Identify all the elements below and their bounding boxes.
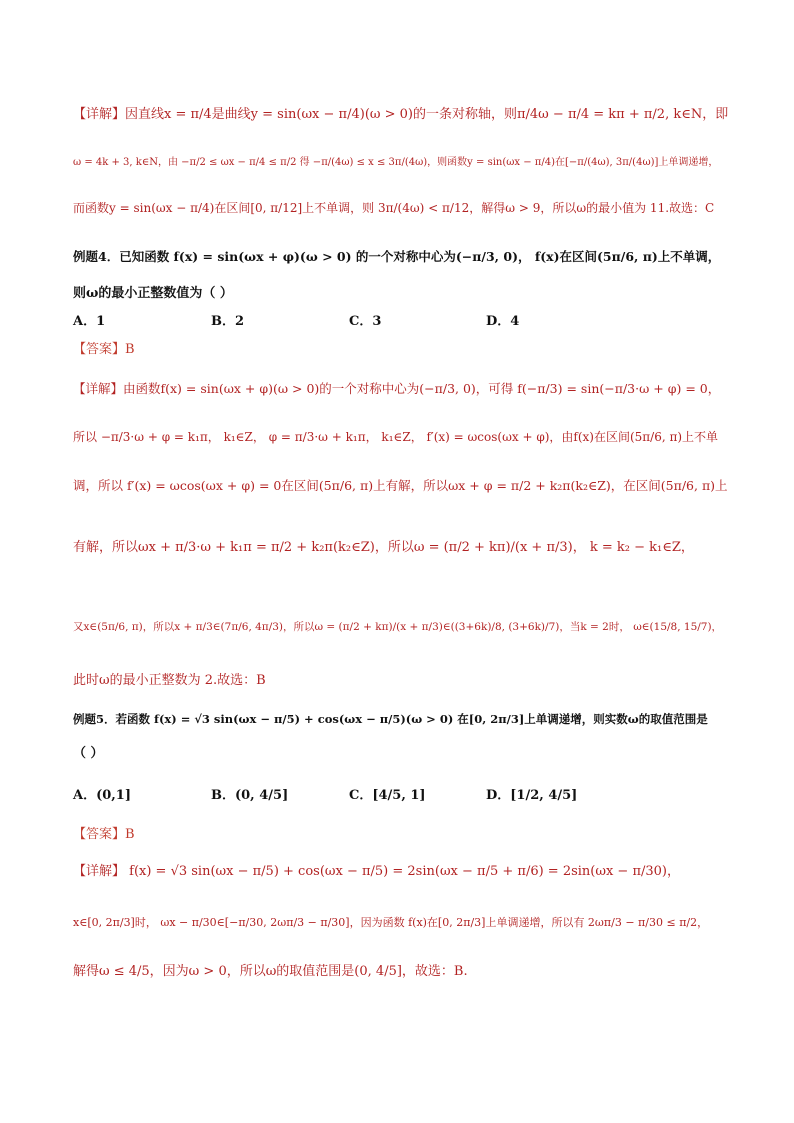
question5-options <box>73 786 734 806</box>
q4-option-b: B．2 <box>211 314 245 329</box>
question5-stem: 例题5．若函数 f(x) = √3 sin(ωx − π/5) + cos(ωx − π/5)(ω > 0) 在[0, 2π/3]上单调递增，则实数ω的取值范围是 <box>73 712 708 726</box>
q4-option-a: A．1 <box>73 314 106 329</box>
question5-stem-cont: （ ） <box>73 746 104 761</box>
question4-stem: 例题4．已知函数 f(x) = sin(ωx + φ)(ω > 0) 的一个对称中心为(−π/3, 0)， f(x)在区间(5π/6, π)上不单调， <box>73 249 721 264</box>
solution5-line3: 解得ω ≤ 4/5，因为ω > 0，所以ω的取值范围是(0, 4/5]，故选：B. <box>73 964 468 979</box>
solution4-line3: 调，所以 f′(x) = ωcos(ωx + φ) = 0在区间(5π/6, π)上有解，所以ωx + φ = π/2 + k₂π(k₂∈Z)，在区间(5π/6, π)上 <box>73 478 728 493</box>
solution4-line5: 又x∈(5π/6, π)，所以x + π/3∈(7π/6, 4π/3)，所以ω = (π/2 + kπ)/(x + π/3)∈((3+6k)/8, (3+6k)/7)，当k = 2时， ω∈(15/8, 15/7)， <box>73 621 723 633</box>
q5-option-b: B．(0, 4/5] <box>211 788 289 803</box>
solution4-line6: 此时ω的最小正整数为 2.故选：B <box>73 673 266 688</box>
question4-options <box>73 312 734 332</box>
answer4: 【答案】B <box>73 342 135 357</box>
q4-option-d: D．4 <box>486 314 520 329</box>
solution4-line4: 有解，所以ωx + π/3·ω + k₁π = π/2 + k₂π(k₂∈Z)，所以ω = (π/2 + kπ)/(x + π/3)， k = k₂ − k₁∈Z， <box>73 540 694 555</box>
q4-option-c: C．3 <box>349 314 382 329</box>
solution3-line3: 而函数y = sin(ωx − π/4)在区间[0, π/12]上不单调，则 3π/(4ω) < π/12，解得ω > 9，所以ω的最小值为 11.故选：C <box>73 201 715 215</box>
solution5-line2: x∈[0, 2π/3]时， ωx − π/30∈[−π/30, 2ωπ/3 − π/30]，因为函数 f(x)在[0, 2π/3]上单调递增，所以有 2ωπ/3 − π/30 ≤ π/2， <box>73 916 709 929</box>
solution4-line1: 【详解】由函数f(x) = sin(ωx + φ)(ω > 0)的一个对称中心为(−π/3, 0)，可得 f(−π/3) = sin(−π/3·ω + φ) = 0， <box>73 381 721 396</box>
q5-option-d: D．[1/2, 4/5] <box>486 788 578 803</box>
q5-option-a: A．(0,1] <box>73 788 132 803</box>
solution5-line1: 【详解】 f(x) = √3 sin(ωx − π/5) + cos(ωx − π/5) = 2sin(ωx − π/5 + π/6) = 2sin(ωx − π/30)， <box>73 864 680 879</box>
solution3-line2: ω = 4k + 3, k∈N，由 −π/2 ≤ ωx − π/4 ≤ π/2 得 −π/(4ω) ≤ x ≤ 3π/(4ω)，则函数y = sin(ωx − π/4)在[−π/(4ω), 3π/(4ω)]上单调递增， <box>73 157 719 168</box>
q5-option-c: C．[4/5, 1] <box>349 788 426 803</box>
solution4-line2: 所以 −π/3·ω + φ = k₁π， k₁∈Z， φ = π/3·ω + k₁π， k₁∈Z， f′(x) = ωcos(ωx + φ)，由f(x)在区间(5π/6, π)上不单 <box>73 430 719 444</box>
answer5: 【答案】B <box>73 827 135 842</box>
question4-stem-cont: 则ω的最小正整数值为（ ） <box>73 286 233 301</box>
solution3-line1: 【详解】因直线x = π/4是曲线y = sin(ωx − π/4)(ω > 0)的一条对称轴，则π/4ω − π/4 = kπ + π/2, k∈N，即 <box>73 107 729 122</box>
